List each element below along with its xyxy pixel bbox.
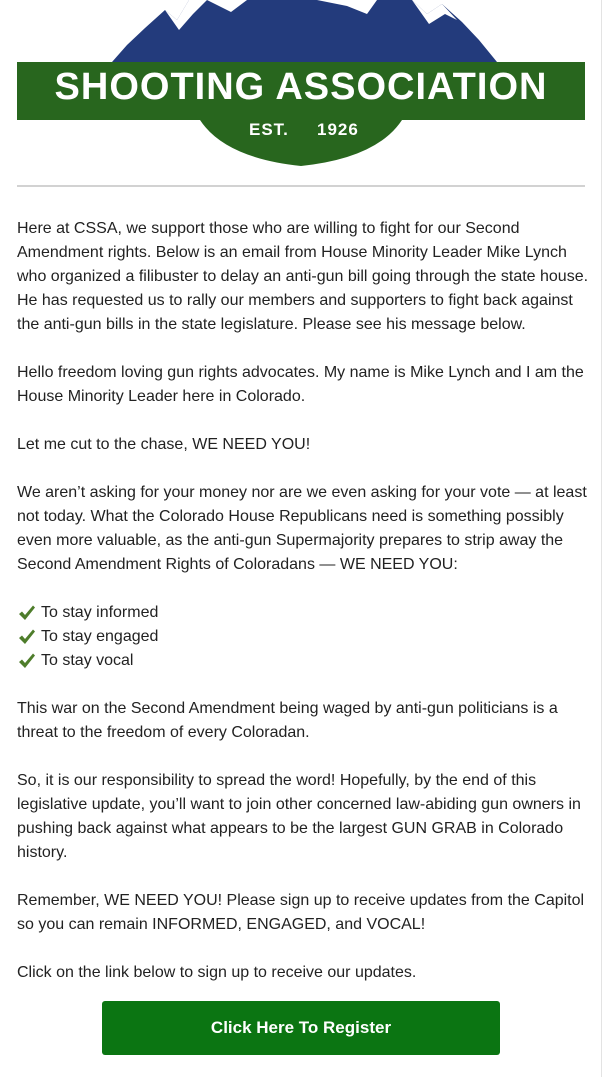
logo-est-text: EST. xyxy=(249,120,289,139)
checklist xyxy=(17,601,589,673)
check-mark-icon xyxy=(18,628,36,646)
crossed-rifles-icon xyxy=(17,0,47,46)
logo-year-text: 1926 xyxy=(317,120,359,139)
checklist-item xyxy=(17,601,589,625)
ask-paragraph: We aren’t asking for your money nor are we even asking for your vote — at least not today. What the Colorado House Republicans need is something possibly even more valuable, as the anti-gun Supermajority prepares to strip away the Second Amendment Rights of Coloradans — WE NEED YOU: xyxy=(17,484,587,573)
message-content xyxy=(17,217,589,1009)
divider xyxy=(17,185,585,187)
war-paragraph: This war on the Second Amendment being waged by anti-gun politicians is a threat to the freedom of every Coloradan. xyxy=(17,700,558,741)
remember-paragraph: Remember, WE NEED YOU! Please sign up to receive updates from the Capitol so you can remain INFORMED, ENGAGED, and VOCAL! xyxy=(17,892,585,933)
checklist-item-label: To stay vocal xyxy=(41,652,134,669)
intro-paragraph: Here at CSSA, we support those who are willing to fight for our Second Amendment rights. Below is an email from House Minority Leader Mike Lynch who organized a filibuster to delay an anti-gun bill going through the state house. He has requested us to rally our members and supporters to fight back against the anti-gun bills in the state legislature. Please see his message below. xyxy=(17,220,589,333)
logo-wordmark: SHOOTING ASSOCIATION xyxy=(54,66,548,108)
click-paragraph: Click on the link below to sign up to receive our updates. xyxy=(17,964,417,981)
register-button[interactable]: Click Here To Register xyxy=(102,1001,500,1055)
checklist-item xyxy=(17,625,589,649)
check-mark-icon xyxy=(18,604,36,622)
greeting-paragraph: Hello freedom loving gun rights advocates. My name is Mike Lynch and I am the House Minority Leader here in Colorado. xyxy=(17,364,584,405)
checklist-item xyxy=(17,649,589,673)
chase-paragraph: Let me cut to the chase, WE NEED YOU! xyxy=(17,436,311,453)
association-logo xyxy=(17,0,585,168)
checklist-item-label: To stay engaged xyxy=(41,628,159,645)
responsibility-paragraph: So, it is our responsibility to spread the word! Hopefully, by the end of this legislative update, you’ll want to join other concerned law-abiding gun owners in pushing back against what appears to be the largest GUN GRAB in Colorado history. xyxy=(17,772,581,861)
checklist-item-label: To stay informed xyxy=(41,604,159,621)
check-mark-icon xyxy=(18,652,36,670)
